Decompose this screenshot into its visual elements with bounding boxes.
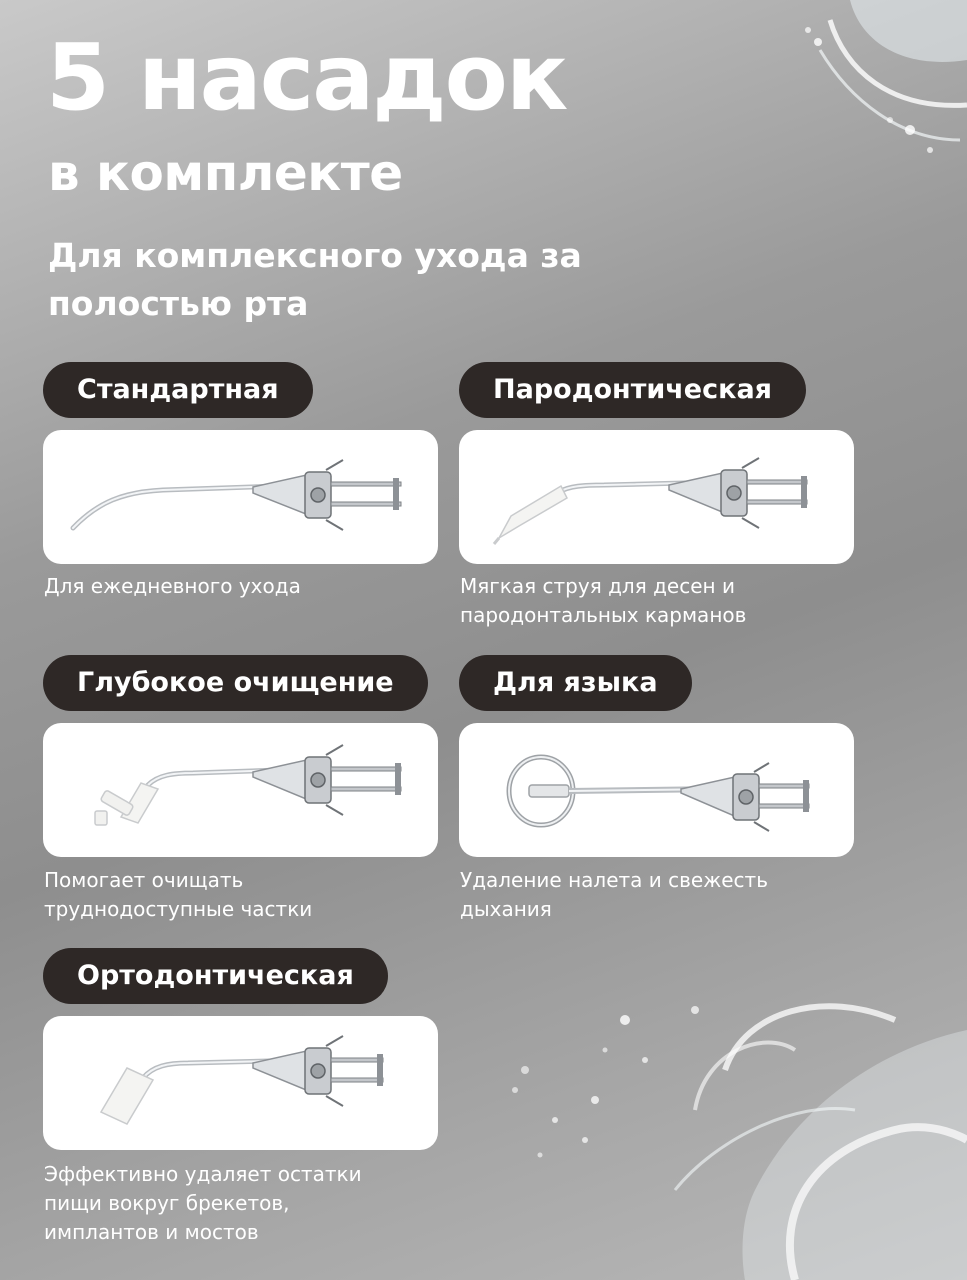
- nozzle-card-periodontal: [459, 430, 854, 564]
- tongue-cleaner-nozzle-icon: [459, 723, 854, 857]
- periodontal-nozzle-icon: [459, 430, 854, 564]
- nozzle-description-standard: Для ежедневного ухода: [44, 574, 301, 598]
- nozzle-label-orthodontic: Ортодонтическая: [43, 948, 388, 1004]
- nozzle-description-deep-cleaning: Помогает очищать труднодоступные частки: [44, 868, 313, 921]
- nozzle-description-tongue: Удаление налета и свежесть дыхания: [460, 868, 768, 921]
- standard-nozzle-icon: [43, 430, 438, 564]
- nozzle-card-tongue: [459, 723, 854, 857]
- nozzle-description-orthodontic: Эффективно удаляет остатки пищи вокруг брекетов, имплантов и мостов: [44, 1162, 362, 1244]
- page-title: 5 насадок: [46, 24, 567, 131]
- nozzle-card-standard: [43, 430, 438, 564]
- page-tagline: Для комплексного ухода за полостью рта: [48, 236, 582, 323]
- nozzle-description-periodontal: Мягкая струя для десен и пародонтальных карманов: [460, 574, 747, 627]
- page-subtitle: в комплекте: [48, 144, 403, 202]
- nozzle-label-tongue: Для языка: [459, 655, 692, 711]
- orthodontic-nozzle-icon: [43, 1016, 438, 1150]
- nozzle-label-standard: Стандартная: [43, 362, 313, 418]
- nozzle-label-deep-cleaning: Глубокое очищение: [43, 655, 428, 711]
- water-splash-top-icon: [790, 0, 967, 160]
- water-splash-bottom-icon: [495, 990, 967, 1280]
- deep-cleaning-nozzle-icon: [43, 723, 438, 857]
- nozzle-label-periodontal: Пародонтическая: [459, 362, 806, 418]
- nozzle-card-deep-cleaning: [43, 723, 438, 857]
- nozzle-card-orthodontic: [43, 1016, 438, 1150]
